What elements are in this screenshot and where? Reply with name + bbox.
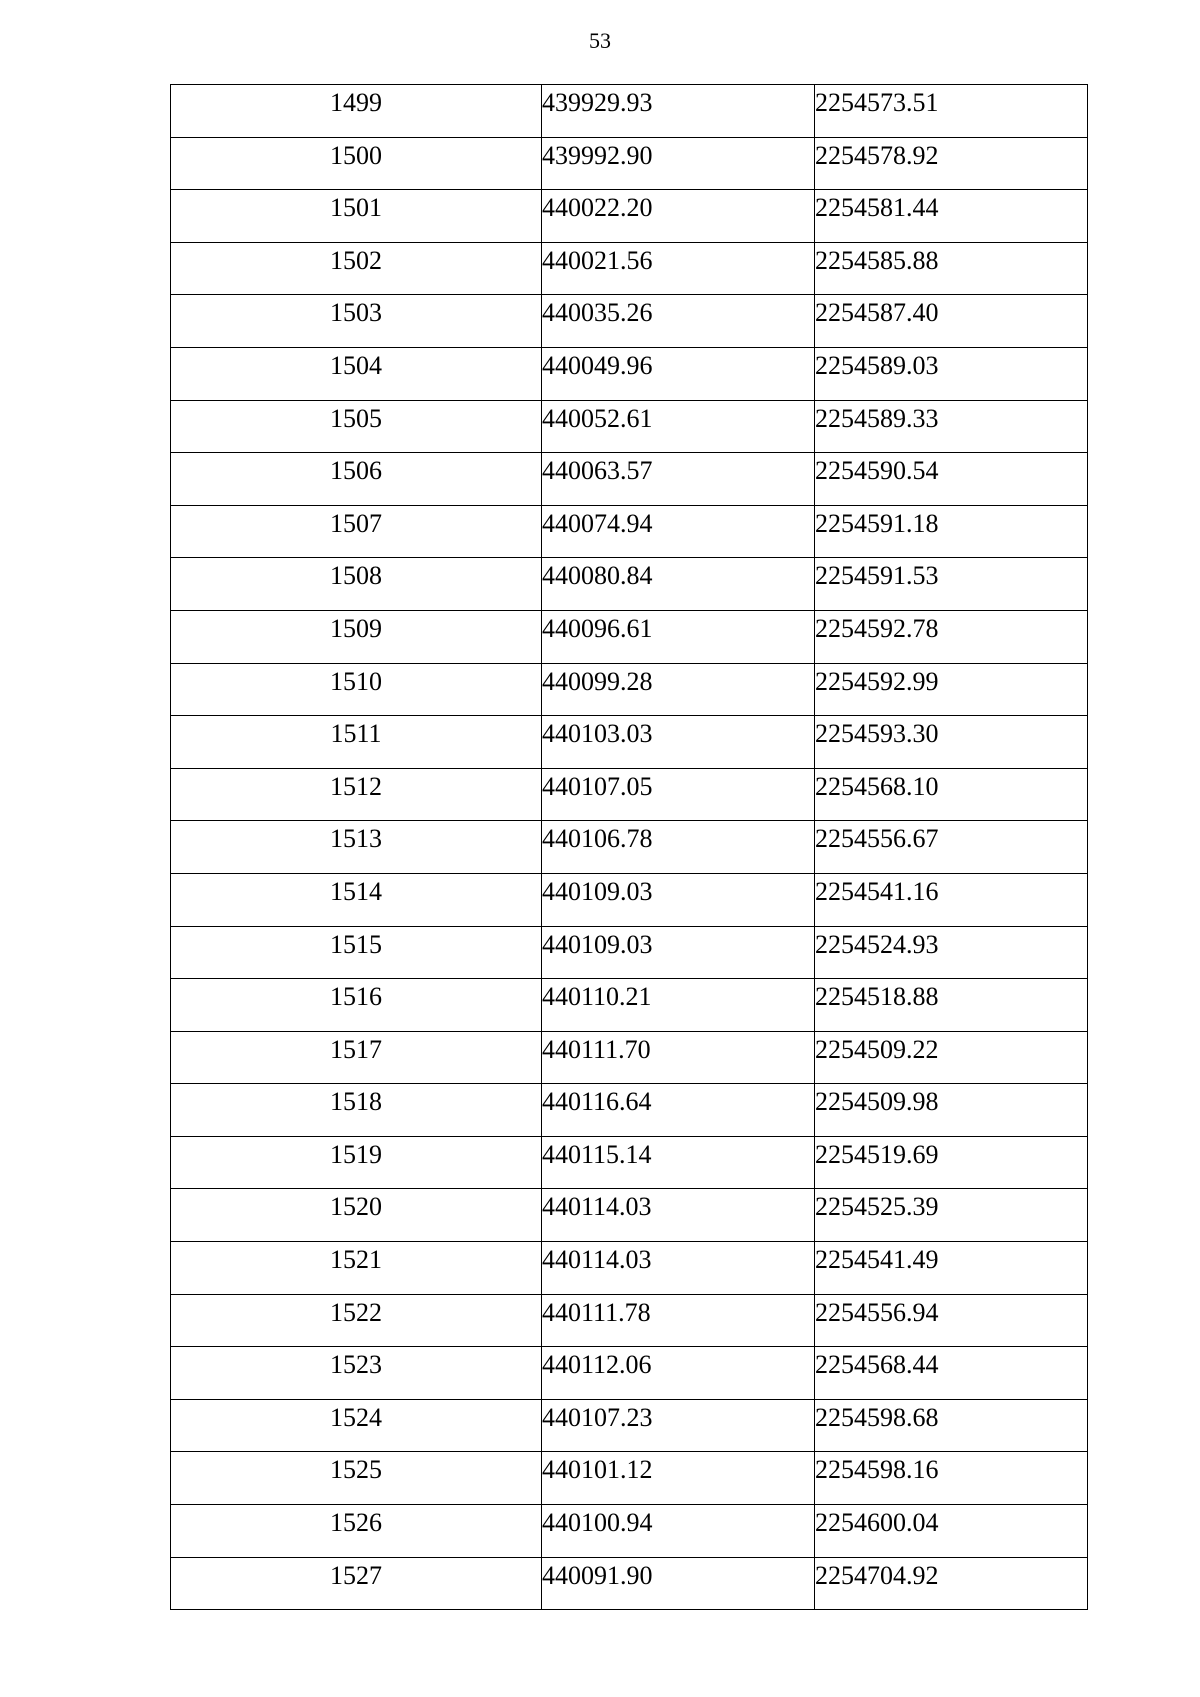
y-coordinate-cell [815,873,1088,926]
x-coordinate-cell [542,400,815,453]
coordinates-table-body [171,85,1088,1610]
point-number-cell [171,242,542,295]
point-number-cell [171,716,542,769]
cell-text: 2254591.18 [815,508,939,538]
table-row [171,1452,1088,1505]
y-coordinate-cell [815,1136,1088,1189]
table-row [171,821,1088,874]
cell-text: 440091.90 [542,1560,653,1590]
table-row [171,1557,1088,1610]
point-number-cell [171,1084,542,1137]
cell-text: 1505 [330,403,382,433]
y-coordinate-cell [815,1189,1088,1242]
point-number-cell [171,926,542,979]
table-row [171,1294,1088,1347]
cell-text: 1526 [330,1508,382,1538]
cell-text: 440115.14 [542,1139,652,1169]
point-number-cell [171,453,542,506]
y-coordinate-cell [815,242,1088,295]
x-coordinate-cell [542,242,815,295]
cell-text: 440106.78 [542,824,653,854]
point-number-cell [171,979,542,1032]
cell-text: 1507 [330,508,382,538]
y-coordinate-cell [815,663,1088,716]
cell-text: 1506 [330,456,382,486]
cell-text: 2254592.78 [815,613,939,643]
cell-text: 440116.64 [542,1087,652,1117]
cell-text: 440110.21 [542,982,652,1012]
point-number-cell [171,1347,542,1400]
cell-text: 440063.57 [542,456,653,486]
table-row [171,295,1088,348]
point-number-cell [171,190,542,243]
cell-text: 440022.20 [542,193,653,223]
point-number-cell [171,347,542,400]
y-coordinate-cell [815,926,1088,979]
point-number-cell [171,1242,542,1295]
cell-text: 1516 [330,982,382,1012]
cell-text: 2254585.88 [815,245,939,275]
point-number-cell [171,505,542,558]
y-coordinate-cell [815,1031,1088,1084]
cell-text: 440035.26 [542,298,653,328]
cell-text: 2254509.98 [815,1087,939,1117]
table-row [171,137,1088,190]
y-coordinate-cell [815,1557,1088,1610]
cell-text: 1523 [330,1350,382,1380]
table-row [171,610,1088,663]
cell-text: 2254598.16 [815,1455,939,1485]
table-row [171,190,1088,243]
point-number-cell [171,137,542,190]
y-coordinate-cell [815,1452,1088,1505]
y-coordinate-cell [815,558,1088,611]
x-coordinate-cell [542,979,815,1032]
cell-text: 2254518.88 [815,982,939,1012]
table-row [171,558,1088,611]
cell-text: 439929.93 [542,88,653,117]
cell-text: 2254519.69 [815,1139,939,1169]
x-coordinate-cell [542,663,815,716]
x-coordinate-cell [542,1557,815,1610]
cell-text: 1499 [330,88,382,117]
point-number-cell [171,1294,542,1347]
x-coordinate-cell [542,1031,815,1084]
x-coordinate-cell [542,1505,815,1558]
cell-text: 440099.28 [542,666,653,696]
y-coordinate-cell [815,85,1088,138]
y-coordinate-cell [815,295,1088,348]
cell-text: 440049.96 [542,350,653,380]
page-number: 53 [589,28,611,53]
point-number-cell [171,400,542,453]
cell-text: 1508 [330,561,382,591]
table-row [171,768,1088,821]
cell-text: 1510 [330,666,382,696]
cell-text: 440109.03 [542,929,653,959]
x-coordinate-cell [542,1084,815,1137]
cell-text: 1514 [330,876,382,906]
point-number-cell [171,610,542,663]
y-coordinate-cell [815,1242,1088,1295]
cell-text: 440103.03 [542,719,653,749]
table-row [171,453,1088,506]
cell-text: 2254589.33 [815,403,939,433]
table-row [171,85,1088,138]
table-row [171,873,1088,926]
cell-text: 1524 [330,1402,382,1432]
point-number-cell [171,663,542,716]
y-coordinate-cell [815,453,1088,506]
point-number-cell [171,1189,542,1242]
cell-text: 1522 [330,1297,382,1327]
table-row [171,1505,1088,1558]
x-coordinate-cell [542,453,815,506]
table-row [171,1347,1088,1400]
cell-text: 2254590.54 [815,456,939,486]
y-coordinate-cell [815,190,1088,243]
cell-text: 440114.03 [542,1245,652,1275]
table-row [171,347,1088,400]
x-coordinate-cell [542,347,815,400]
cell-text: 1519 [330,1139,382,1169]
point-number-cell [171,1031,542,1084]
table-row [171,926,1088,979]
cell-text: 2254581.44 [815,193,939,223]
point-number-cell [171,1505,542,1558]
cell-text: 1500 [330,140,382,170]
cell-text: 2254556.94 [815,1297,939,1327]
x-coordinate-cell [542,821,815,874]
cell-text: 1525 [330,1455,382,1485]
cell-text: 1504 [330,350,382,380]
table-row [171,1189,1088,1242]
cell-text: 2254556.67 [815,824,939,854]
table-row [171,979,1088,1032]
table-row [171,400,1088,453]
cell-text: 1513 [330,824,382,854]
x-coordinate-cell [542,558,815,611]
x-coordinate-cell [542,1347,815,1400]
table-row [171,1399,1088,1452]
cell-text: 1520 [330,1192,382,1222]
cell-text: 2254592.99 [815,666,939,696]
cell-text: 2254541.49 [815,1245,939,1275]
cell-text: 440114.03 [542,1192,652,1222]
cell-text: 1509 [330,613,382,643]
cell-text: 440100.94 [542,1508,653,1538]
cell-text: 440080.84 [542,561,653,591]
cell-text: 440101.12 [542,1455,653,1485]
coordinates-table [170,84,1088,1610]
cell-text: 2254578.92 [815,140,939,170]
table-row [171,663,1088,716]
cell-text: 1515 [330,929,382,959]
cell-text: 439992.90 [542,140,653,170]
table-row [171,242,1088,295]
cell-text: 1512 [330,771,382,801]
cell-text: 440021.56 [542,245,653,275]
y-coordinate-cell [815,1084,1088,1137]
cell-text: 2254568.44 [815,1350,939,1380]
y-coordinate-cell [815,610,1088,663]
x-coordinate-cell [542,1452,815,1505]
cell-text: 440107.05 [542,771,653,801]
point-number-cell [171,1452,542,1505]
cell-text: 1527 [330,1560,382,1590]
y-coordinate-cell [815,979,1088,1032]
point-number-cell [171,768,542,821]
cell-text: 440074.94 [542,508,653,538]
cell-text: 2254541.16 [815,876,939,906]
cell-text: 2254524.93 [815,929,939,959]
table-row [171,1031,1088,1084]
x-coordinate-cell [542,1294,815,1347]
cell-text: 2254600.04 [815,1508,939,1538]
x-coordinate-cell [542,190,815,243]
y-coordinate-cell [815,137,1088,190]
y-coordinate-cell [815,1505,1088,1558]
table-row [171,505,1088,558]
cell-text: 440107.23 [542,1402,653,1432]
cell-text: 2254587.40 [815,298,939,328]
cell-text: 1521 [330,1245,382,1275]
cell-text: 1517 [330,1034,382,1064]
cell-text: 440111.78 [542,1297,651,1327]
x-coordinate-cell [542,1242,815,1295]
y-coordinate-cell [815,716,1088,769]
point-number-cell [171,558,542,611]
y-coordinate-cell [815,768,1088,821]
x-coordinate-cell [542,716,815,769]
point-number-cell [171,873,542,926]
cell-text: 2254589.03 [815,350,939,380]
cell-text: 2254573.51 [815,88,939,117]
x-coordinate-cell [542,1136,815,1189]
cell-text: 1501 [330,193,382,223]
cell-text: 1503 [330,298,382,328]
y-coordinate-cell [815,1399,1088,1452]
cell-text: 2254568.10 [815,771,939,801]
y-coordinate-cell [815,1347,1088,1400]
point-number-cell [171,1557,542,1610]
cell-text: 440096.61 [542,613,653,643]
x-coordinate-cell [542,1399,815,1452]
cell-text: 440111.70 [542,1034,651,1064]
cell-text: 1502 [330,245,382,275]
cell-text: 2254591.53 [815,561,939,591]
cell-text: 2254509.22 [815,1034,939,1064]
y-coordinate-cell [815,400,1088,453]
y-coordinate-cell [815,505,1088,558]
point-number-cell [171,295,542,348]
point-number-cell [171,1136,542,1189]
cell-text: 2254598.68 [815,1402,939,1432]
table-row [171,716,1088,769]
x-coordinate-cell [542,505,815,558]
x-coordinate-cell [542,1189,815,1242]
point-number-cell [171,821,542,874]
y-coordinate-cell [815,347,1088,400]
x-coordinate-cell [542,295,815,348]
x-coordinate-cell [542,137,815,190]
cell-text: 440052.61 [542,403,653,433]
table-row [171,1136,1088,1189]
point-number-cell [171,85,542,138]
x-coordinate-cell [542,873,815,926]
cell-text: 1518 [330,1087,382,1117]
cell-text: 2254593.30 [815,719,939,749]
table-row [171,1242,1088,1295]
y-coordinate-cell [815,821,1088,874]
x-coordinate-cell [542,610,815,663]
x-coordinate-cell [542,85,815,138]
cell-text: 440112.06 [542,1350,652,1380]
cell-text: 1511 [330,719,382,749]
cell-text: 440109.03 [542,876,653,906]
x-coordinate-cell [542,926,815,979]
cell-text: 2254704.92 [815,1560,939,1590]
point-number-cell [171,1399,542,1452]
cell-text: 2254525.39 [815,1192,939,1222]
y-coordinate-cell [815,1294,1088,1347]
x-coordinate-cell [542,768,815,821]
table-row [171,1084,1088,1137]
